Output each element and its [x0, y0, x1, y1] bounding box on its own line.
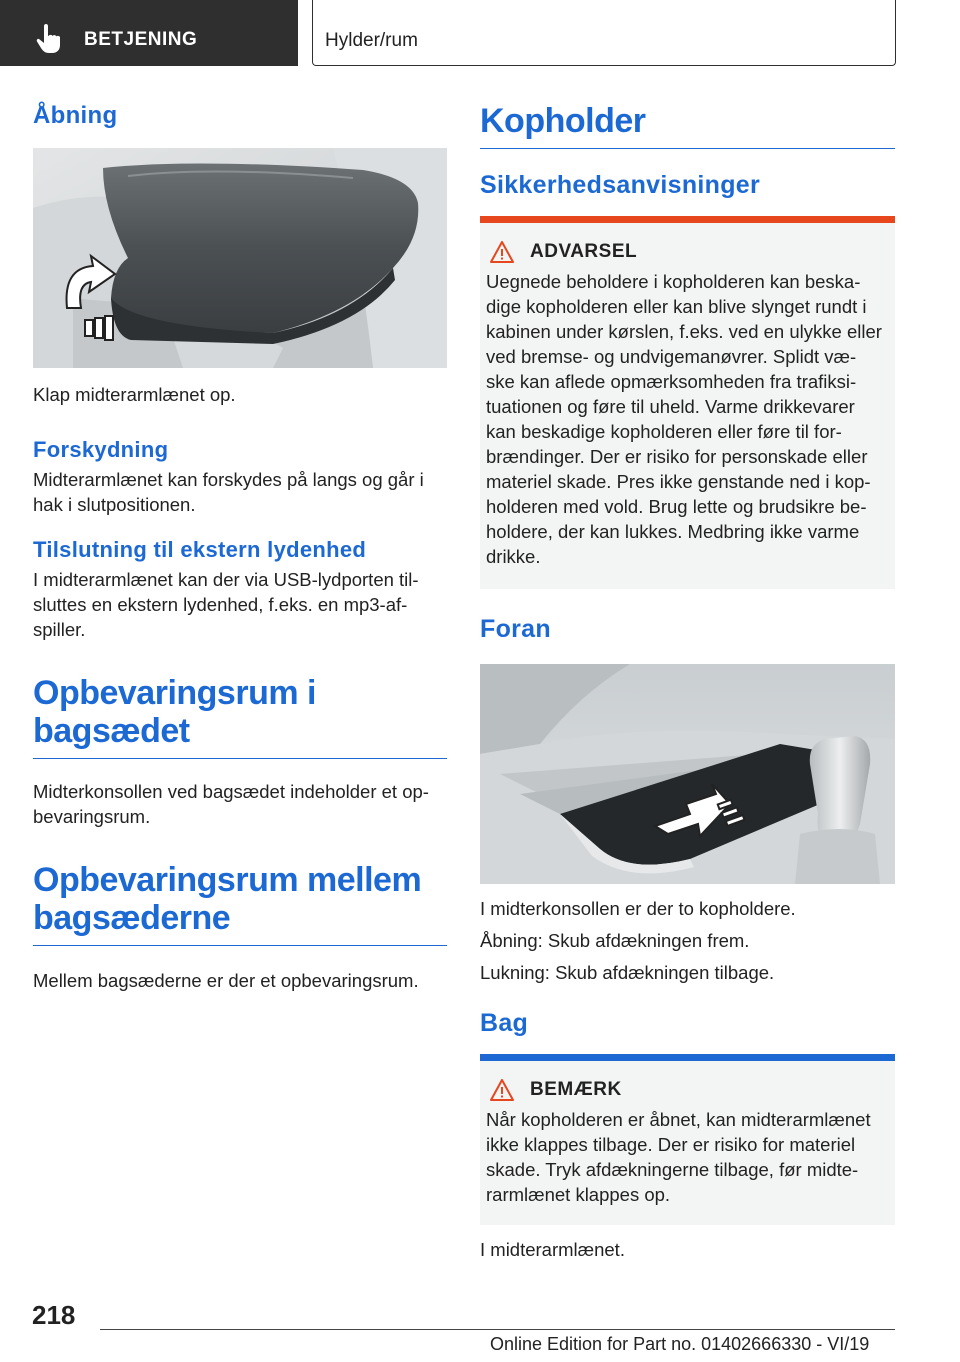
text-line: ved bremse- og undvigemanøvrer. Splidt væ- — [486, 346, 857, 367]
heading-opbevaringsrum-bagsaedet: Opbevaringsrum i bagsædet — [33, 674, 316, 750]
notice-bar — [480, 1054, 895, 1061]
text-opbevaringsrum-bagsaedet: Midterkonsollen ved bagsædet indeholder et op- bevaringsrum. — [33, 781, 429, 827]
notice-header — [490, 1079, 887, 1101]
text-line: ske kan aflede opmærksomheden fra trafiksi- — [486, 371, 857, 392]
divider-kopholder — [480, 148, 895, 149]
notice-title: BEMÆRK — [530, 1079, 622, 1100]
text-foran-1: I midterkonsollen er der to kopholdere. — [480, 898, 796, 919]
armrest-illustration — [33, 148, 447, 368]
text-line: dige kopholderen eller kan blive slynget rundt i — [486, 296, 867, 317]
text-line: tuationen og føre til uheld. Varme drikkevarer — [486, 396, 855, 417]
text-line: drikke. — [486, 546, 541, 567]
heading-opbevaringsrum-mellem: Opbevaringsrum mellem bagsæderne — [33, 861, 422, 937]
right-column — [480, 92, 895, 1262]
text-line: Uegnede beholdere i kopholderen kan beska- — [486, 271, 861, 292]
text-foran-3: Lukning: Skub afdækningen tilbage. — [480, 962, 775, 983]
heading-tilslutning: Tilslutning til ekstern lydenhed — [33, 537, 367, 562]
text-bag: I midterarmlænet. — [480, 1239, 625, 1260]
cupholder-front-illustration — [480, 664, 895, 884]
warning-bar — [480, 216, 895, 223]
text-line: materiel skade. Pres ikke genstande ned i kop- — [486, 471, 871, 492]
text-klap: Klap midterarmlænet op. — [33, 384, 236, 405]
warning-text — [486, 269, 887, 569]
footer-edition: Online Edition for Part no. 01402666330 - VI/19 — [490, 1334, 870, 1354]
text-line: holderen med vold. Brug lette og brudsikre be- — [486, 496, 867, 517]
text-line: kabinen under kørslen, f.eks. ved en ulykke eller — [486, 321, 882, 342]
warning-header — [490, 241, 887, 263]
footer-rule — [100, 1329, 895, 1330]
text-foran-2: Åbning: Skub afdækningen frem. — [480, 930, 750, 951]
text-line: brændinger. Der er risiko for personskade eller — [486, 446, 868, 467]
text-opbevaringsrum-mellem: Mellem bagsæderne er der et opbevaringsrum. — [33, 970, 419, 991]
warning-triangle-icon — [490, 241, 514, 263]
notice-text — [486, 1107, 887, 1207]
text-line: kan beskadige kopholderen eller føre til for- — [486, 421, 842, 442]
heading-sikkerhed: Sikkerhedsanvisninger — [480, 171, 761, 199]
warning-triangle-icon — [490, 1079, 514, 1101]
text-forskydning: Midterarmlænet kan forskydes på langs og går i hak i slutpositionen. — [33, 469, 424, 515]
breadcrumb: Hylder/rum — [325, 30, 418, 51]
armrest-drawing — [33, 148, 447, 368]
divider-1 — [33, 758, 447, 759]
text-line: holdere, der kan lukkes. Medbring ikke varme — [486, 521, 860, 542]
heading-kopholder: Kopholder — [480, 102, 646, 140]
section-tab-label: BETJENING — [84, 29, 198, 50]
page-number: 218 — [32, 1300, 76, 1330]
warning-title: ADVARSEL — [530, 241, 638, 262]
heading-aabning: Åbning — [33, 102, 118, 129]
text-tilslutning: I midterarmlænet kan der via USB-lydporten til- sluttes en ekstern lydenhed, f.eks. en mp3-af- spiller. — [33, 569, 419, 640]
section-tab — [0, 0, 298, 66]
divider-2 — [33, 945, 447, 946]
page-header — [0, 0, 960, 66]
breadcrumb-box — [312, 0, 896, 66]
left-column — [33, 92, 447, 993]
cupholder-drawing — [480, 664, 895, 884]
heading-foran: Foran — [480, 615, 551, 643]
text-line: rarmlænet klappes op. — [486, 1184, 671, 1205]
text-line: Når kopholderen er åbnet, kan midterarmlænet — [486, 1109, 871, 1130]
warning-box — [480, 223, 895, 589]
heading-forskydning: Forskydning — [33, 437, 169, 462]
hand-pointer-icon — [36, 24, 62, 54]
text-line: skade. Tryk afdækningerne tilbage, før midte- — [486, 1159, 859, 1180]
heading-bag: Bag — [480, 1009, 529, 1037]
text-line: ikke klappes tilbage. Der er risiko for materiel — [486, 1134, 856, 1155]
notice-box — [480, 1061, 895, 1225]
